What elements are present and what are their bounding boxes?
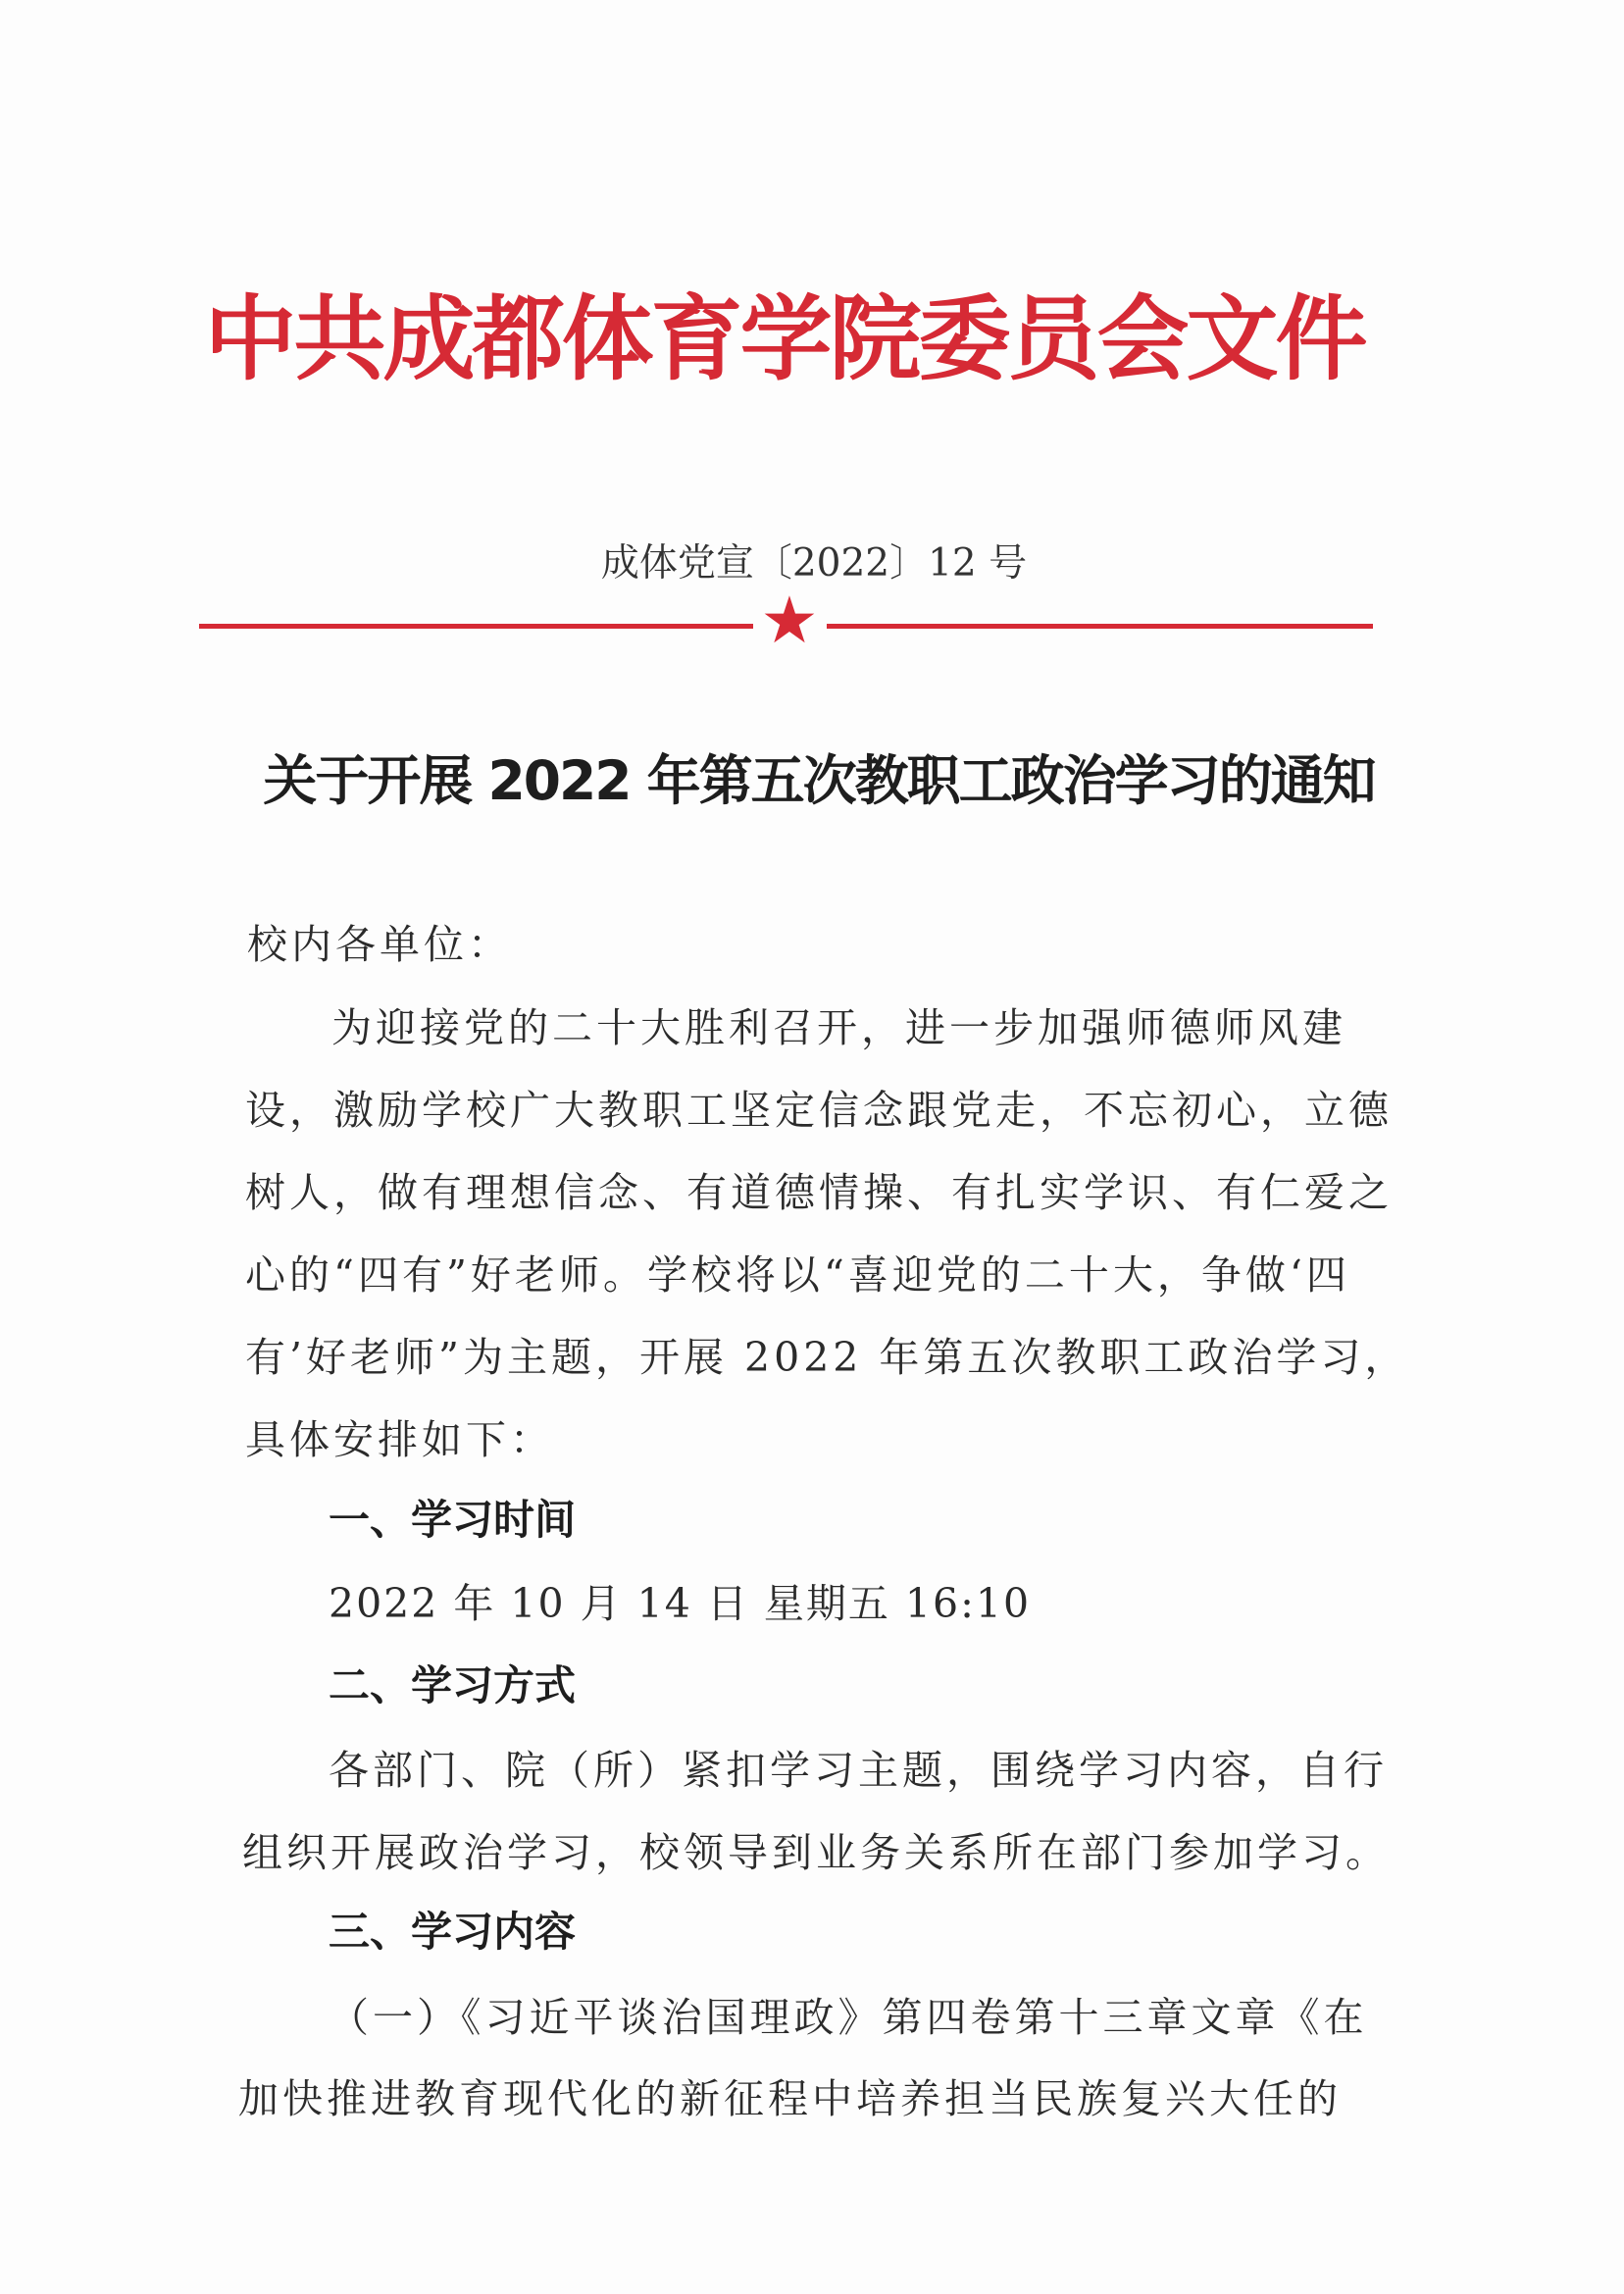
section-heading-method: 二、学习方式 bbox=[329, 1661, 577, 1709]
section-heading-time: 一、学习时间 bbox=[329, 1496, 577, 1544]
intro-line: 为迎接党的二十大胜利召开，进一步加强师德师风建 bbox=[331, 1004, 1346, 1051]
intro-line: 有’好老师”为主题，开展 2022 年第五次教职工政治学习， bbox=[245, 1334, 1409, 1381]
document-number: 成体党宣〔2022〕12 号 bbox=[600, 541, 1028, 586]
salutation: 校内各单位： bbox=[247, 921, 512, 968]
study-time: 2022 年 10 月 14 日 星期五 16:10 bbox=[329, 1580, 1032, 1627]
notice-title: 关于开展 2022 年第五次教职工政治学习的通知 bbox=[263, 749, 1375, 812]
section-heading-content: 三、学习内容 bbox=[329, 1908, 577, 1956]
intro-line: 具体安排如下： bbox=[245, 1416, 554, 1463]
method-line: 组织开展政治学习，校领导到业务关系所在部门参加学习。 bbox=[242, 1829, 1390, 1876]
content-line: （一）《习近平谈治国理政》第四卷第十三章文章《在 bbox=[329, 1994, 1368, 2041]
header-divider-left bbox=[199, 624, 753, 629]
header-divider-right bbox=[827, 624, 1373, 629]
intro-line: 心的“四有”好老师。学校将以“喜迎党的二十大，争做‘四 bbox=[245, 1251, 1350, 1299]
document-header-title: 中共成都体育学院委员会文件 bbox=[204, 285, 1365, 393]
star-icon: ★ bbox=[760, 583, 819, 658]
method-line: 各部门、院（所）紧扣学习主题，围绕学习内容，自行 bbox=[329, 1747, 1388, 1794]
intro-line: 树人，做有理想信念、有道德情操、有扎实学识、有仁爱之 bbox=[245, 1169, 1393, 1216]
intro-line: 设，激励学校广大教职工坚定信念跟党走，不忘初心，立德 bbox=[245, 1087, 1393, 1134]
content-line: 加快推进教育现代化的新征程中培养担当民族复兴大任的 bbox=[238, 2075, 1342, 2122]
